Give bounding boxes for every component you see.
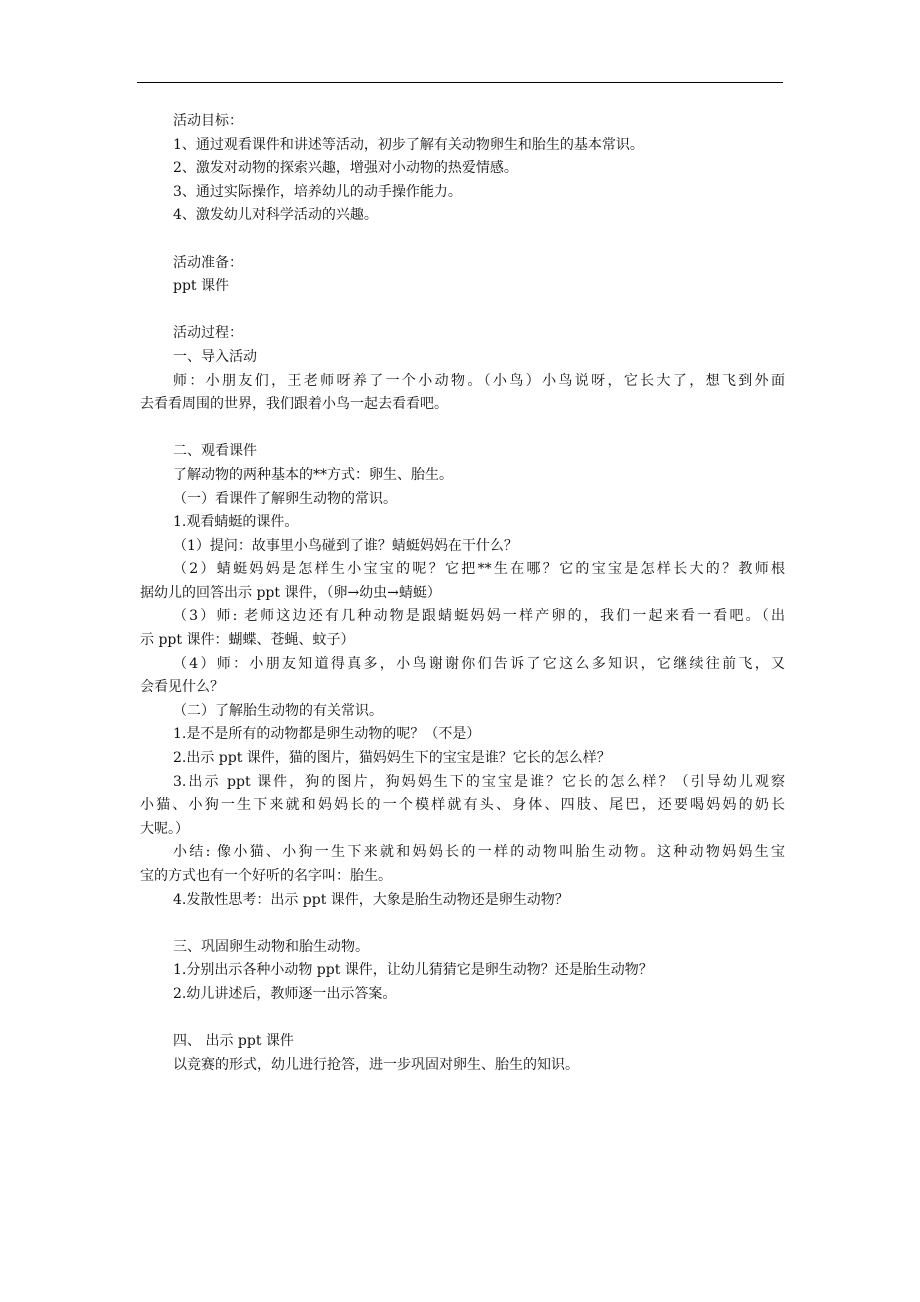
subsection-2-item-3-line: 大呢。） bbox=[140, 820, 189, 837]
spacer bbox=[140, 417, 785, 441]
question-3-text: （3）师: 老师这边还有几种动物是跟蜻蜓妈妈一样产卵的，我们一起来看一看吧。（出 bbox=[173, 608, 785, 625]
goals-title: 活动目标： bbox=[173, 113, 243, 129]
section-2-heading: 二、观看课件 bbox=[173, 443, 257, 460]
goal-item-2: 2、激发对动物的探索兴趣，增强对小动物的热爱情感。 bbox=[173, 160, 518, 177]
goal-item-1: 1、通过观看课件和讲述等活动，初步了解有关动物卵生和胎生的基本常识。 bbox=[173, 136, 644, 153]
goal-item-3: 3、通过实际操作，培养幼儿的动手操作能力。 bbox=[173, 183, 462, 200]
prep-text: ppt 课件 bbox=[173, 278, 229, 295]
section-1-heading: 一、导入活动 bbox=[173, 348, 257, 365]
process-title: 活动过程： bbox=[173, 325, 243, 342]
header-rule bbox=[137, 82, 783, 83]
subsection-1-heading: （一）看课件了解卵生动物的常识。 bbox=[173, 490, 397, 507]
question-4-line bbox=[140, 653, 785, 677]
summary-line bbox=[140, 841, 785, 865]
spacer bbox=[140, 299, 785, 323]
section-1-paragraph-text: 师：小朋友们，王老师呀养了一个小动物。（小鸟）小鸟说呀，它长大了，想飞到外面 bbox=[173, 372, 785, 389]
section-1-paragraph-line bbox=[140, 370, 785, 394]
subsection-2-heading: （二）了解胎生动物的有关常识。 bbox=[173, 702, 383, 719]
document-body bbox=[140, 110, 785, 1077]
section-3-item-1: 1.分别出示各种小动物 ppt 课件，让幼儿猜猜它是卵生动物？还是胎生动物？ bbox=[173, 962, 653, 979]
question-4-text: （4）师：小朋友知道得真多，小鸟谢谢你们告诉了它这么多知识，它继续往前飞，又 bbox=[173, 655, 785, 672]
section-4-heading: 四、 出示 ppt 课件 bbox=[173, 1033, 294, 1050]
subsection-2-item-3-text: 小猫、小狗一生下来就和妈妈长的一个模样就有头、身体、四肢、尾巴，还要喝妈妈的奶长 bbox=[140, 797, 785, 814]
question-3-line bbox=[140, 605, 785, 629]
question-2-text: （2）蜻蜓妈妈是怎样生小宝宝的呢？它把**生在哪？它的宝宝是怎样长大的？教师根 bbox=[173, 561, 785, 578]
spacer bbox=[140, 912, 785, 936]
subsection-2-item-4: 4.发散性思考：出示 ppt 课件，大象是胎生动物还是卵生动物？ bbox=[173, 891, 569, 908]
subsection-1-item-1: 1.观看蜻蜓的课件。 bbox=[173, 514, 299, 531]
subsection-2-item-3-text: 3.出示 ppt 课件，狗的图片，狗妈妈生下的宝宝是谁？它长的怎么样？（引导幼儿观察 bbox=[173, 773, 785, 790]
summary-line: 宝的方式也有一个好听的名字叫：胎生。 bbox=[140, 868, 392, 884]
summary-text: 小结: 像小猫、小狗一生下来就和妈妈长的一样的动物叫胎生动物。这种动物妈妈生宝 bbox=[173, 844, 785, 861]
question-2-line bbox=[140, 558, 785, 582]
section-4-text: 以竞赛的形式，幼儿进行抢答，进一步巩固对卵生、胎生的知识。 bbox=[173, 1056, 579, 1073]
prep-title: 活动准备： bbox=[173, 254, 243, 271]
section-3-item-2: 2.幼儿讲述后，教师逐一出示答案。 bbox=[173, 985, 397, 1002]
subsection-2-item-3-line bbox=[140, 794, 785, 818]
subsection-2-item-1: 1.是不是所有的动物都是卵生动物的呢？（不是） bbox=[173, 726, 481, 743]
goal-item-4: 4、激发幼儿对科学活动的兴趣。 bbox=[173, 207, 378, 224]
question-2-line: 据幼儿的回答出示 ppt 课件，（卵→幼虫→蜻蜓） bbox=[140, 584, 441, 601]
question-1: （1）提问：故事里小鸟碰到了谁？蜻蜓妈妈在干什么？ bbox=[173, 537, 518, 554]
subsection-2-item-2: 2.出示 ppt 课件，猫的图片，猫妈妈生下的宝宝是谁？它长的怎么样？ bbox=[173, 750, 611, 767]
section-1-paragraph-line: 去看看周围的世界，我们跟着小鸟一起去看看吧。 bbox=[140, 396, 448, 413]
question-3-line: 示 ppt 课件：蝴蝶、苍蝇、蚊子） bbox=[140, 632, 355, 649]
section-3-heading: 三、巩固卵生动物和胎生动物。 bbox=[173, 938, 369, 955]
question-4-line: 会看见什么？ bbox=[140, 679, 224, 696]
spacer bbox=[140, 228, 785, 252]
spacer bbox=[140, 1007, 785, 1031]
subsection-2-item-3-line bbox=[140, 771, 785, 795]
section-2-intro: 了解动物的两种基本的**方式：卵生、胎生。 bbox=[173, 466, 453, 483]
